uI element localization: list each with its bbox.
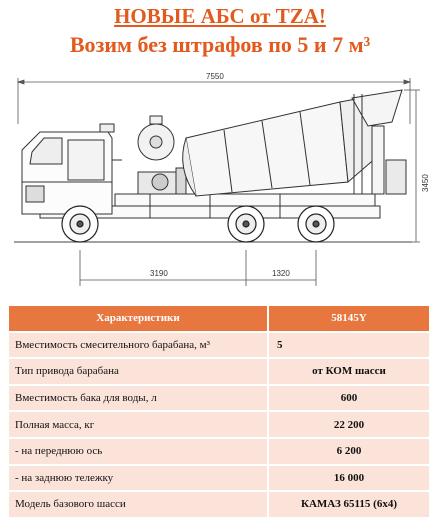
spec-value: КАМАЗ 65115 (6x4) xyxy=(268,491,429,518)
spec-label: - на заднюю тележку xyxy=(9,465,268,492)
spec-label: Тип привода барабана xyxy=(9,358,268,385)
spec-value: 600 xyxy=(268,385,429,412)
spec-table-header xyxy=(9,306,429,332)
table-row xyxy=(9,438,429,465)
truck-drawing xyxy=(0,64,440,304)
dimension-length-label: 7550 xyxy=(206,72,224,81)
header-characteristics: Характеристики xyxy=(9,306,268,332)
spec-value: 6 200 xyxy=(268,438,429,465)
table-row xyxy=(9,491,429,518)
table-row xyxy=(9,358,429,385)
table-row xyxy=(9,385,429,412)
dimension-height-label: 3450 xyxy=(421,174,430,192)
spec-value: 5 xyxy=(268,332,429,359)
spec-label: Полная масса, кг xyxy=(9,411,268,438)
front-wheel xyxy=(62,206,98,242)
spec-value: 16 000 xyxy=(268,465,429,492)
spec-table-body xyxy=(9,332,429,518)
spec-value: 22 200 xyxy=(268,411,429,438)
spec-value: от КОМ шасси xyxy=(268,358,429,385)
spec-table xyxy=(9,306,429,519)
dimension-wheelbase xyxy=(80,250,316,286)
spec-label: Вместимость бака для воды, л xyxy=(9,385,268,412)
truck-cab xyxy=(22,124,122,214)
header-model: 58145Y xyxy=(268,306,429,332)
page-title: НОВЫЕ АБС от TZA! xyxy=(114,4,326,28)
spec-label: - на переднюю ось xyxy=(9,438,268,465)
spec-label: Модель базового шасси xyxy=(9,491,268,518)
table-row xyxy=(9,332,429,359)
rear-wheel-1 xyxy=(228,206,264,242)
table-row xyxy=(9,465,429,492)
water-tank xyxy=(138,116,174,160)
page-subtitle: Возим без штрафов по 5 и 7 м³ xyxy=(69,32,371,57)
rear-wheel-2 xyxy=(298,206,334,242)
dimension-wheelbase-front-label: 3190 xyxy=(150,269,168,278)
spec-label: Вместимость смесительного барабана, м³ xyxy=(9,332,268,359)
hydraulic-pump xyxy=(138,168,186,194)
dimension-wheelbase-rear-label: 1320 xyxy=(272,269,290,278)
mixer-drum xyxy=(183,96,378,196)
table-row xyxy=(9,411,429,438)
